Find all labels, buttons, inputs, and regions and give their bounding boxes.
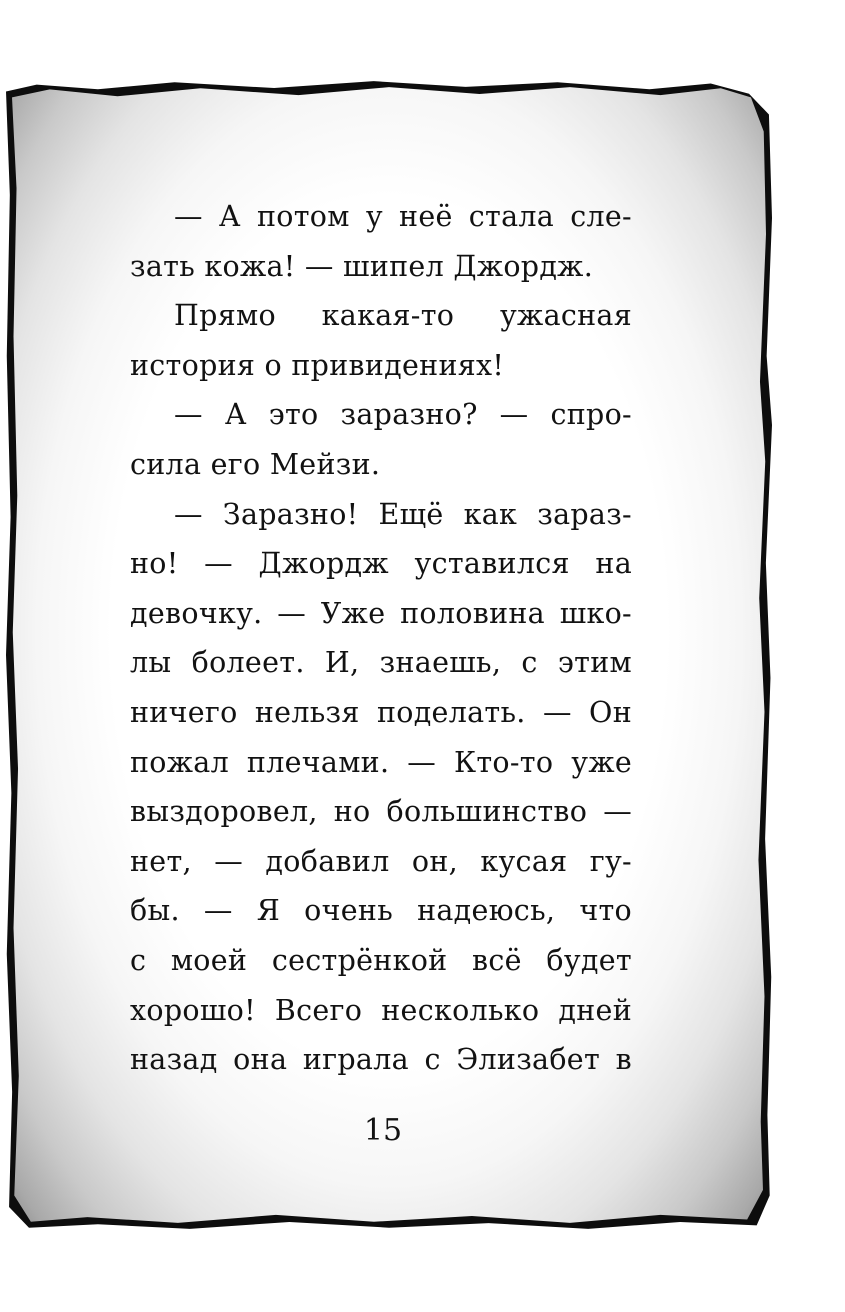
text-line: девочку. — Уже половина шко- <box>130 596 632 630</box>
text-line: зать кожа! — шипел Джордж. <box>130 249 594 283</box>
text-line: бы. — Я очень надеюсь, что <box>130 894 632 928</box>
text-line: но! — Джордж уставился на <box>130 547 632 581</box>
text-line: сила его Мейзи. <box>130 447 381 481</box>
text-line: история о привидениях! <box>130 348 505 382</box>
text-line: — Заразно! Ещё как зараз- <box>174 497 632 531</box>
text-line: хорошо! Всего несколько дней <box>130 993 632 1027</box>
text-line: лы болеет. И, знаешь, с этим <box>130 646 632 680</box>
body-text <box>130 192 632 1085</box>
text-line: пожал плечами. — Кто-то уже <box>130 745 632 779</box>
text-line: — А это заразно? — спро- <box>174 398 632 432</box>
text-line: ничего нельзя поделать. — Он <box>130 695 632 729</box>
text-line: с моей сестрёнкой всё будет <box>130 943 632 977</box>
page-number: 15 <box>363 1113 403 1148</box>
text-line: назад она играла с Элизабет в <box>130 1043 632 1077</box>
text-line: выздоровел, но большинство — <box>130 795 632 829</box>
text-line: — А потом у неё стала сле- <box>174 200 632 233</box>
text-line: Прямо какая-то ужасная <box>174 299 632 333</box>
text-line: нет, — добавил он, кусая гу- <box>130 844 632 878</box>
